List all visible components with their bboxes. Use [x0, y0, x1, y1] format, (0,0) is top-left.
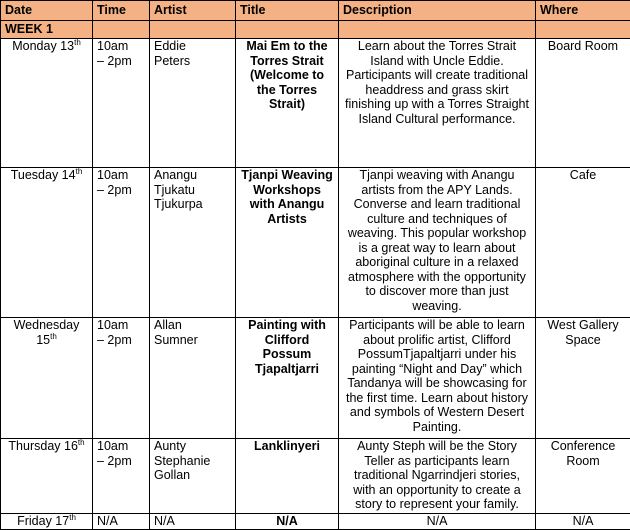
header-where: Where — [536, 1, 630, 21]
time-start: 10am — [97, 168, 145, 183]
table-row — [1, 318, 630, 439]
week-row — [1, 21, 630, 39]
artist-line: Stephanie — [154, 454, 231, 469]
title-cell: Mai Em to the Torres Strait (Welcome to the Torres Strait) — [236, 39, 339, 168]
artist-line: Aunty — [154, 439, 231, 454]
where-cell: Cafe — [536, 168, 630, 318]
week-cell — [339, 21, 536, 39]
artist-line: Allan — [154, 318, 231, 333]
artist-line: Peters — [154, 54, 231, 69]
time-end: – 2pm — [97, 54, 145, 69]
week-cell — [236, 21, 339, 39]
week-label: WEEK 1 — [1, 21, 93, 39]
title-cell: Painting with Clifford Possum Tjapaltjarri — [236, 318, 339, 439]
description-cell: Learn about the Torres Strait Island with Uncle Eddie. Participants will create traditional headdress and grass skirt finishing up with a Torres Straight Island Cultural performance. — [339, 39, 536, 168]
artist-line: Anangu — [154, 168, 231, 183]
table-row — [1, 39, 630, 168]
time-cell — [93, 39, 150, 168]
header-description: Description — [339, 1, 536, 21]
date-cell — [1, 439, 93, 514]
title-cell: N/A — [236, 514, 339, 530]
week-cell — [536, 21, 630, 39]
day-text: Wednesday 15 — [14, 318, 80, 347]
day-suffix: th — [50, 332, 57, 341]
date-cell — [1, 39, 93, 168]
week-cell — [150, 21, 236, 39]
description-cell: N/A — [339, 514, 536, 530]
table-row — [1, 439, 630, 514]
day-suffix: th — [76, 167, 83, 176]
time-start: 10am — [97, 439, 145, 454]
week-cell — [93, 21, 150, 39]
day-text: Tuesday 14 — [11, 168, 76, 182]
artist-line: Tjukurpa — [154, 197, 231, 212]
artist-cell — [150, 39, 236, 168]
day-suffix: th — [78, 438, 85, 447]
date-cell — [1, 318, 93, 439]
time-cell — [93, 168, 150, 318]
where-cell: Conference Room — [536, 439, 630, 514]
artist-line: Gollan — [154, 468, 231, 483]
artist-cell — [150, 318, 236, 439]
day-suffix: th — [69, 513, 76, 522]
time-cell — [93, 439, 150, 514]
table-row — [1, 168, 630, 318]
title-cell: Tjanpi Weaving Workshops with Anangu Artists — [236, 168, 339, 318]
header-row — [1, 1, 630, 21]
time-end: – 2pm — [97, 454, 145, 469]
artist-line: Sumner — [154, 333, 231, 348]
description-cell: Aunty Steph will be the Story Teller as participants learn traditional Ngarrindjeri stories, with an opportunity to create a story to represent your family. — [339, 439, 536, 514]
day-text: Monday 13 — [12, 39, 74, 53]
table-row — [1, 514, 630, 530]
title-cell: Lanklinyeri — [236, 439, 339, 514]
artist-cell — [150, 439, 236, 514]
time-end: – 2pm — [97, 333, 145, 348]
artist-line: N/A — [154, 514, 231, 529]
time-start: 10am — [97, 39, 145, 54]
time-end: – 2pm — [97, 183, 145, 198]
where-cell: Board Room — [536, 39, 630, 168]
description-cell: Participants will be able to learn about prolific artist, Clifford PossumTjapaltjarri under his painting “Night and Day” which Tandanya will be showcasing for the first time. Learn about history and symbols of Western Desert Painting. — [339, 318, 536, 439]
description-cell: Tjanpi weaving with Anangu artists from the APY Lands. Converse and learn traditional culture and techniques of weaving. This popular workshop is a great way to learn about aboriginal culture in a relaxed atmosphere with the opportunity to discover more than just weaving. — [339, 168, 536, 318]
artist-line: Tjukatu — [154, 183, 231, 198]
where-cell: West Gallery Space — [536, 318, 630, 439]
header-artist: Artist — [150, 1, 236, 21]
time-start: 10am — [97, 318, 145, 333]
artist-cell — [150, 168, 236, 318]
day-suffix: th — [74, 38, 81, 47]
header-time: Time — [93, 1, 150, 21]
time-cell — [93, 514, 150, 530]
day-text: Friday 17 — [17, 514, 69, 528]
where-cell: N/A — [536, 514, 630, 530]
artist-line: Eddie — [154, 39, 231, 54]
time-cell — [93, 318, 150, 439]
header-date: Date — [1, 1, 93, 21]
date-cell — [1, 514, 93, 530]
time-start: N/A — [97, 514, 145, 529]
day-text: Thursday 16 — [8, 439, 77, 453]
artist-cell — [150, 514, 236, 530]
date-cell — [1, 168, 93, 318]
header-title: Title — [236, 1, 339, 21]
